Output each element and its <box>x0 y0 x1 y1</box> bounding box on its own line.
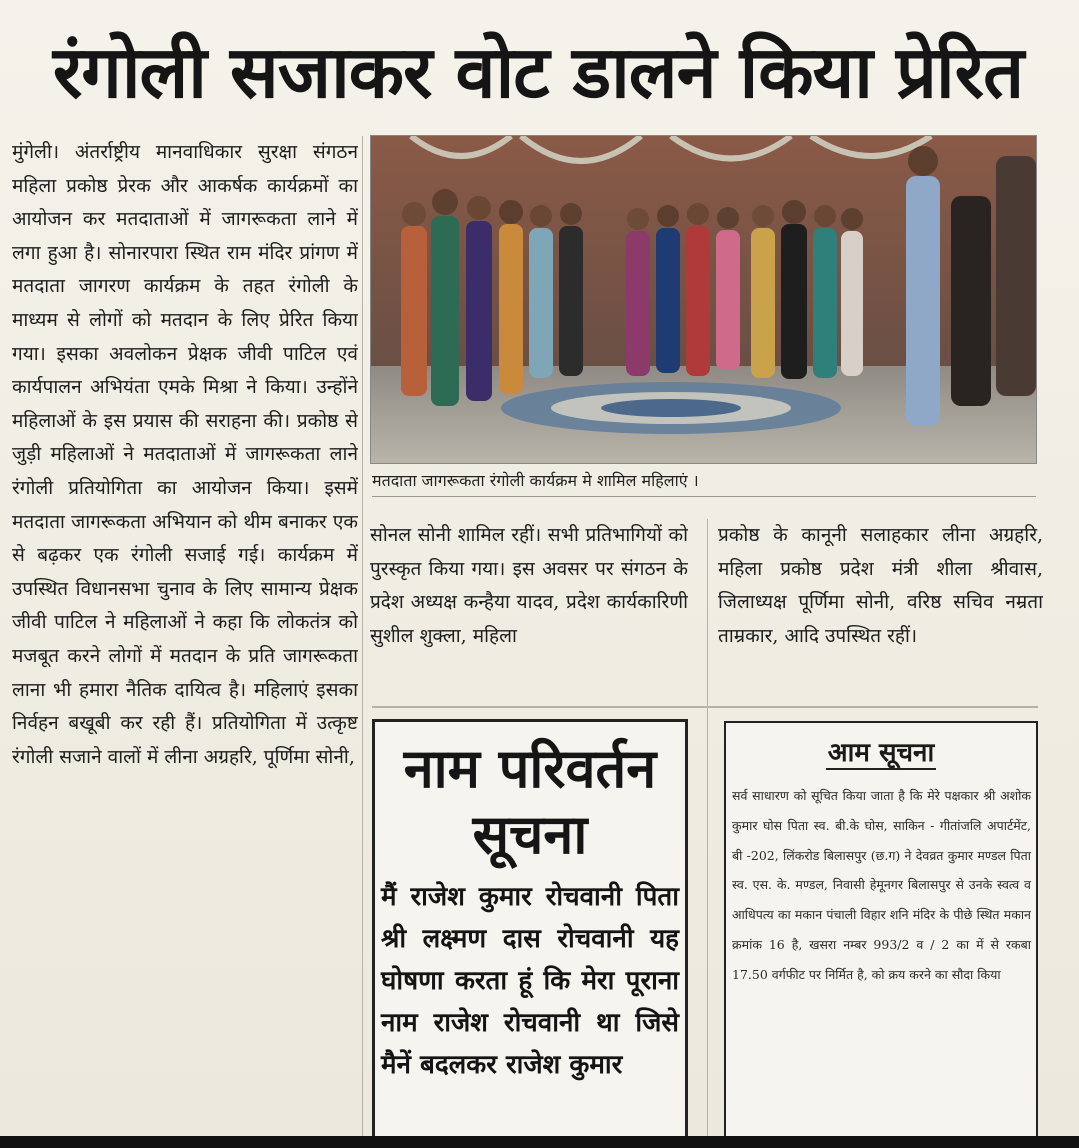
public-notice-title <box>726 733 1036 773</box>
name-change-title-line2: सूचना <box>472 803 588 866</box>
news-photo <box>370 135 1037 464</box>
name-change-notice <box>372 719 688 1139</box>
column-divider <box>707 519 708 1136</box>
bottom-edge-bar <box>0 1136 1079 1148</box>
article-text-col2: सोनल सोनी शामिल रहीं। सभी प्रतिभागियों को पुरस्कृत किया गया। इस अवसर पर संगठन के प्रदेश अध्यक्ष कन्हैया यादव, प्रदेश कार्यकारिणी सुशील शुक्ला, महिला <box>370 524 688 647</box>
public-notice-title-text: आम सूचना <box>827 738 935 768</box>
name-change-body: मैं राजेश कुमार रोचवानी पिता श्री लक्ष्मण दास रोचवानी यह घोषणा करता हूं कि मेरा पूराना नाम राजेश रोचवानी था जिसे मैनें बदलकर राजेश कुमार <box>381 882 679 1080</box>
article-column-1 <box>12 136 358 1136</box>
rangoli-event-photo <box>371 136 1036 463</box>
column-divider <box>362 136 363 1136</box>
headline: रंगोली सजाकर वोट डालने किया प्रेरित <box>52 30 1024 114</box>
section-divider <box>372 706 1038 708</box>
article-text-col1: मुंगेली। अंतर्राष्ट्रीय मानवाधिकार सुरक्षा संगठन महिला प्रकोष्ठ प्रेरक और आकर्षक कार्यक्रमों का आयोजन कर मतदाताओं में जागरूकता लाने में लगा हुआ है। सोनारपारा स्थित राम मंदिर प्रांगण में मतदाता जागरण कार्यक्रम के तहत रंगोली के माध्यम से लोगों को मतदान के लिए प्रेरित किया गया। इसका अवलोकन प्रेक्षक जीवी पाटिल एवं कार्यपालन अभियंता एमके मिश्रा ने किया। उन्होंने महिलाओं के इस प्रयास की सराहना की। प्रकोष्ठ से जुड़ी महिलाओं ने मतदाताओं में जागरूकता लाने रंगोली प्रतियोगिता का आयोजन किया। इसमें मतदाता जागरूकता अभियान को थीम बनाकर एक से बढ़कर एक रंगोली सजाई गई। कार्यक्रम में उपस्थित विधानसभा चुनाव के लिए सामान्य प्रेक्षक जीवी पाटिल ने महिलाओं ने कहा कि लोकतंत्र को मजबूत करने लोगों में मतदान के प्रति जागरूकता लाना भी हमारा नैतिक दायित्व है। महिलाएं इसका निर्वहन बखूबी कर रही हैं। प्रतियोगिता में उत्कृष्ट रंगोली सजाने वालों में लीना अग्रहरि, पूर्णिमा सोनी, <box>12 141 358 768</box>
photo-caption: मतदाता जागरूकता रंगोली कार्यक्रम मे शामिल महिलाएं । <box>372 466 1036 497</box>
public-notice-body: सर्व साधारण को सूचित किया जाता है कि मेरे पक्षकार श्री अशोक कुमार घोस पिता स्व. बी.के घोस, साकिन - गीतांजलि अपार्टमेंट, बी -202, लिंकरोड बिलासपुर (छ.ग) ने देवव्रत कुमार मण्डल पिता स्व. एस. के. मण्डल, निवासी हेमूनगर बिलासपुर से उनके स्वत्व व आधिपत्य का मकान पंचाली विहार शनि मंदिर के पीछे स्थित मकान क्रमांक 16 है, खसरा नम्बर 993/2 व / 2 का में से रकबा 17.50 वर्गफीट पर निर्मित है, को क्रय करने का सौदा किया <box>732 788 1031 982</box>
name-change-title <box>375 736 685 868</box>
article-column-3 <box>718 519 1043 699</box>
article-text-col3: प्रकोष्ठ के कानूनी सलाहकार लीना अग्रहरि, महिला प्रकोष्ठ प्रदेश मंत्री शीला श्रीवास, जिलाध्यक्ष पूर्णिमा सोनी, वरिष्ठ सचिव नम्रता ताम्रकार, आदि उपस्थित रहीं। <box>718 524 1043 647</box>
name-change-title-line1: नाम परिवर्तन <box>403 737 657 800</box>
article-column-2 <box>370 519 688 699</box>
public-notice <box>724 721 1038 1141</box>
